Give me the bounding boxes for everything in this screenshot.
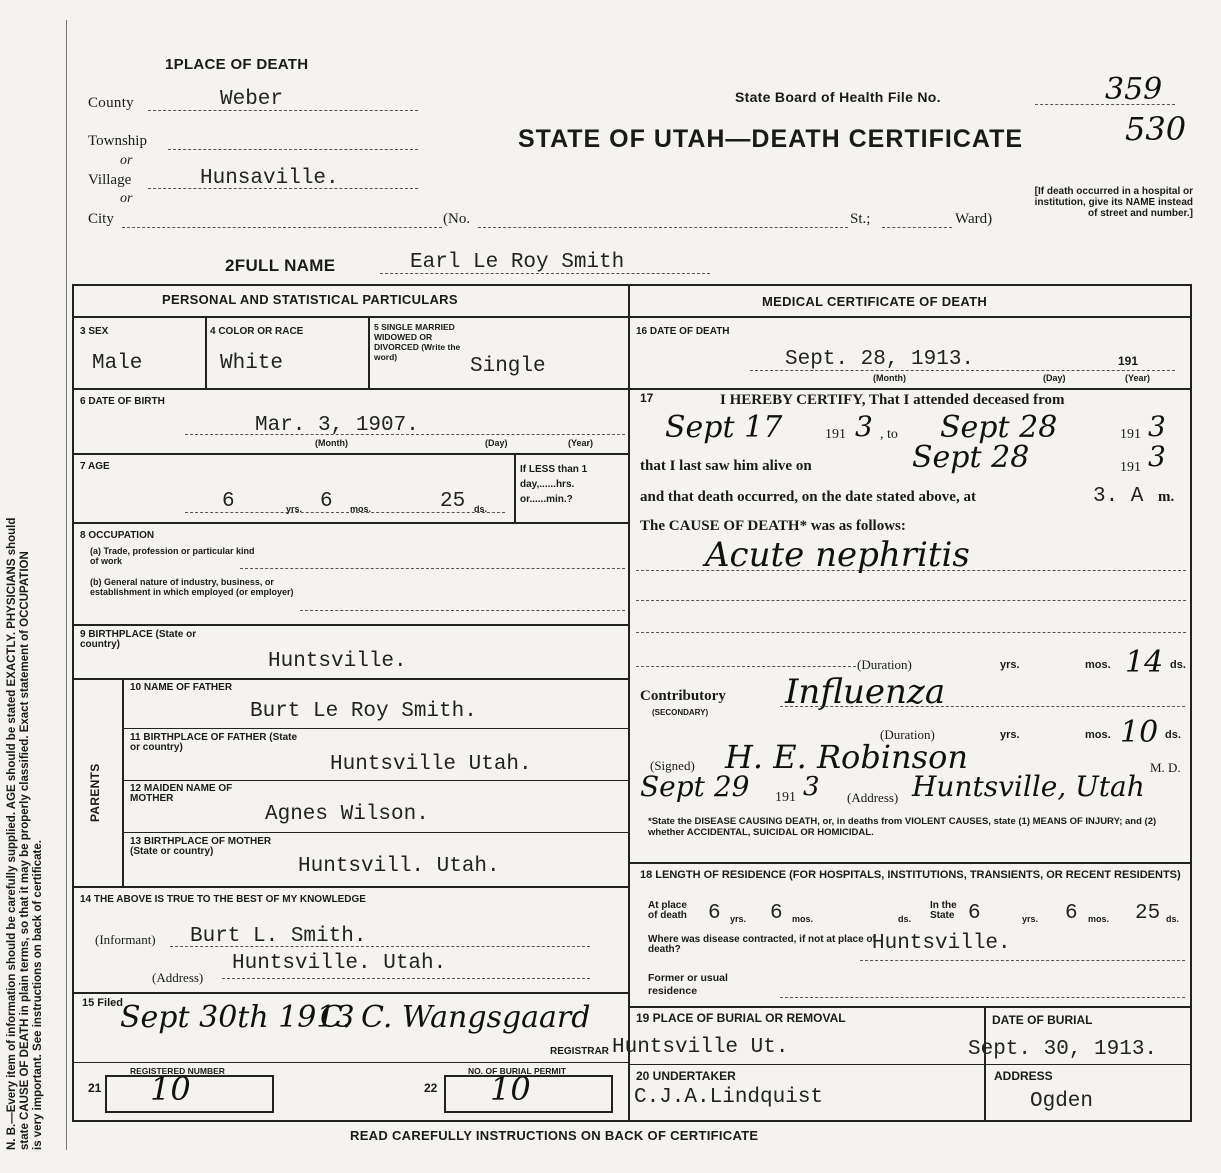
township-label: Township — [88, 133, 147, 149]
at-place-label: At place of death — [648, 900, 687, 921]
race-value: White — [220, 352, 284, 375]
date-of-death-label: 16 DATE OF DEATH — [636, 326, 730, 337]
age-mos-unit: mos. — [350, 504, 372, 514]
age-days-unit: ds. — [474, 504, 488, 514]
duration-2-yrs-unit: yrs. — [1000, 729, 1020, 741]
md-label: M. D. — [1150, 760, 1181, 775]
full-name-label: 2FULL NAME — [225, 256, 336, 275]
contributory-value: Influenza — [785, 672, 946, 712]
registered-number-label: REGISTERED NUMBER — [130, 1066, 225, 1076]
hospital-note: [If death occurred in a hospital or institution, give its NAME instead of street and number.] — [1034, 186, 1193, 219]
sidebar-note — [0, 0, 64, 1173]
at-place-yrs-unit: yrs. — [730, 914, 747, 924]
informant-label: (Informant) — [95, 932, 156, 947]
birthplace-value: Huntsville. — [268, 650, 407, 673]
in-state-yrs-unit: yrs. — [1022, 914, 1039, 924]
footer-instructions: READ CAREFULLY INSTRUCTIONS ON BACK OF CERTIFICATE — [350, 1128, 759, 1143]
burial-permit-prefix: 22 — [424, 1081, 438, 1095]
medical-heading: MEDICAL CERTIFICATE OF DEATH — [762, 294, 988, 309]
age-yrs: 6 — [222, 490, 235, 513]
occupation-label: 8 OCCUPATION — [80, 530, 155, 541]
attended-from: Sept 17 — [665, 410, 783, 445]
contracted-label: Where was disease contracted, if not at place of death? — [648, 934, 876, 955]
duration-2-value: 10 — [1120, 715, 1159, 750]
village-label: Village — [88, 172, 132, 188]
contracted-value: Huntsville. — [872, 932, 1011, 955]
duration-1-value: 14 — [1125, 645, 1164, 680]
certificate-number: 530 — [1125, 110, 1187, 148]
place-of-death-heading: 1PLACE OF DEATH — [165, 56, 309, 73]
age-mos: 6 — [320, 490, 333, 513]
duration-2-mos-unit: mos. — [1085, 729, 1111, 741]
residence-label: 18 LENGTH OF RESIDENCE (FOR HOSPITALS, INSTITUTIONS, TRANSIENTS, OR RECENT RESIDENTS) — [640, 869, 1181, 881]
in-state-label: In the State — [930, 900, 957, 921]
signed-value: H. E. Robinson — [725, 738, 968, 776]
filed-label: 15 Filed — [82, 997, 123, 1009]
dob-year: (Year) — [568, 438, 594, 448]
or-1: or — [120, 153, 133, 168]
signed-date: Sept 29 — [640, 770, 750, 803]
to-label: , to — [880, 427, 898, 442]
sidebar-line-2: state CAUSE OF DEATH in plain terms, so that it may be properly classified. Exact statement of OCCUPATION — [19, 551, 31, 1150]
registrar-label: REGISTRAR — [550, 1046, 609, 1057]
no-label: (No. — [443, 211, 471, 227]
personal-heading: PERSONAL AND STATISTICAL PARTICULARS — [162, 292, 458, 307]
time-value: 3. A — [1093, 485, 1144, 508]
file-no-value: 359 — [1105, 72, 1163, 107]
footnote: *State the DISEASE CAUSING DEATH, or, in deaths from VIOLENT CAUSES, state (1) MEANS OF INJURY; and (2) whether ACCIDENTAL, SUICIDAL OR HOMICIDAL. — [648, 816, 1157, 838]
mother-value: Agnes Wilson. — [265, 803, 429, 826]
registered-number-prefix: 21 — [88, 1081, 102, 1095]
duration-1-mos-unit: mos. — [1085, 659, 1111, 671]
in-state-yrs: 6 — [968, 902, 981, 925]
birthplace-label: 9 BIRTHPLACE (State or country) — [80, 629, 197, 650]
sidebar-line-1: N. B.—Every item of information should be carefully supplied. AGE should be stated EXACTLY. PHYSICIANS should — [6, 517, 18, 1150]
full-name-value: Earl Le Roy Smith — [410, 251, 625, 274]
sidebar-line-3: is very important. See instructions on back of certificate. — [32, 840, 44, 1150]
registrar-signature: C. C. Wangsgaard — [320, 1000, 591, 1035]
undertaker-value: C.J.A.Lindquist — [634, 1086, 824, 1109]
m-label: m. — [1158, 489, 1175, 505]
contributory-label: Contributory — [640, 688, 726, 704]
certify-text: I HEREBY CERTIFY, That I attended deceased from — [720, 392, 1065, 408]
attended-to: Sept 28 — [940, 410, 1058, 445]
duration-2-label: (Duration) — [880, 727, 935, 742]
signed-label: (Signed) — [650, 758, 695, 773]
undertaker-address-value: Ogden — [1030, 1090, 1094, 1113]
undertaker-label: 20 UNDERTAKER — [636, 1069, 736, 1083]
dob-label: 6 DATE OF BIRTH — [80, 396, 165, 407]
date-of-death-value: Sept. 28, 1913. — [785, 348, 975, 371]
dob-day: (Day) — [485, 438, 508, 448]
age-label: 7 AGE — [80, 461, 110, 472]
secondary-label: (SECONDARY) — [652, 708, 709, 717]
attended-to-year-digit: 3 — [1148, 410, 1166, 443]
less-than-note: If LESS than 1 day,......hrs. or......min.? — [520, 464, 588, 505]
last-saw-value: Sept 28 — [912, 440, 1030, 475]
informant-value: Burt L. Smith. — [190, 925, 367, 948]
date-of-death-year: (Year) — [1125, 373, 1151, 383]
address-label: (Address) — [152, 970, 204, 985]
ward-label: Ward) — [955, 211, 993, 227]
certify-number: 17 — [640, 391, 654, 405]
burial-place-value: Huntsville Ut. — [612, 1036, 789, 1059]
in-state-mos-unit: mos. — [1088, 914, 1110, 924]
parents-label: PARENTS — [88, 763, 102, 822]
county-label: County — [88, 95, 134, 111]
duration-1-yrs-unit: yrs. — [1000, 659, 1020, 671]
dob-value: Mar. 3, 1907. — [255, 414, 419, 437]
occurred-text: and that death occurred, on the date stated above, at — [640, 489, 976, 505]
cause-value: Acute nephritis — [705, 535, 970, 575]
father-value: Burt Le Roy Smith. — [250, 700, 477, 723]
father-birthplace-label: 11 BIRTHPLACE OF FATHER (State or country) — [130, 732, 298, 753]
in-state-mos: 6 — [1065, 902, 1078, 925]
occupation-a: (a) Trade, profession or particular kind of work — [90, 546, 255, 566]
undertaker-address-label: ADDRESS — [994, 1069, 1053, 1083]
father-birthplace-value: Huntsville Utah. — [330, 753, 532, 776]
duration-1-ds-unit: ds. — [1170, 659, 1186, 671]
attended-from-year-digit: 3 — [855, 410, 873, 443]
marital-value: Single — [470, 355, 546, 378]
last-saw-label: that I last saw him alive on — [640, 458, 812, 474]
duration-2-ds-unit: ds. — [1165, 729, 1181, 741]
burial-permit-value: 10 — [490, 1070, 531, 1108]
at-place-mos: 6 — [770, 902, 783, 925]
knowledge-label: 14 THE ABOVE IS TRUE TO THE BEST OF MY KNOWLEDGE — [80, 894, 366, 905]
date-of-death-191: 191 — [1118, 354, 1139, 368]
signed-date-year-digit: 3 — [803, 772, 820, 802]
mother-birthplace-label: 13 BIRTHPLACE OF MOTHER (State or country) — [130, 836, 272, 857]
date-of-death-day: (Day) — [1043, 373, 1066, 383]
burial-place-label: 19 PLACE OF BURIAL OR REMOVAL — [636, 1011, 846, 1025]
signed-address-value: Huntsville, Utah — [912, 770, 1145, 803]
duration-1-label: (Duration) — [857, 657, 912, 672]
marital-label: 5 SINGLE MARRIED WIDOWED OR DIVORCED (Write the word) — [374, 322, 461, 362]
village-value: Hunsaville. — [200, 167, 339, 190]
st-label: St.; — [850, 211, 871, 227]
sex-label: 3 SEX — [80, 326, 109, 337]
mother-label: 12 MAIDEN NAME OF MOTHER — [130, 783, 233, 804]
file-no-label: State Board of Health File No. — [735, 89, 941, 105]
mother-birthplace-value: Huntsvill. Utah. — [298, 855, 500, 878]
in-state-ds-unit: ds. — [1166, 914, 1180, 924]
filed-value: Sept 30th 1913 — [120, 1000, 355, 1035]
attended-to-year: 191 — [1120, 427, 1141, 442]
last-saw-year: 191 — [1120, 460, 1141, 475]
certificate-title: STATE OF UTAH—DEATH CERTIFICATE — [518, 125, 1024, 153]
attended-from-year: 191 — [825, 427, 846, 442]
former-residence-label: Former or usual residence — [648, 972, 728, 997]
sex-value: Male — [92, 352, 143, 375]
city-label: City — [88, 211, 114, 227]
burial-date-label: DATE OF BURIAL — [992, 1013, 1093, 1027]
burial-date-value: Sept. 30, 1913. — [968, 1038, 1158, 1061]
age-days: 25 — [440, 490, 466, 513]
county-value: Weber — [220, 88, 284, 111]
signed-date-year: 191 — [775, 790, 796, 805]
burial-permit-label: NO. OF BURIAL PERMIT — [468, 1066, 567, 1076]
or-2: or — [120, 191, 133, 206]
registered-number-value: 10 — [150, 1070, 191, 1108]
father-label: 10 NAME OF FATHER — [130, 682, 233, 693]
race-label: 4 COLOR OR RACE — [210, 326, 304, 337]
dob-month: (Month) — [315, 438, 348, 448]
at-place-mos-unit: mos. — [792, 914, 814, 924]
last-saw-year-digit: 3 — [1148, 440, 1166, 473]
in-state-ds: 25 — [1135, 902, 1161, 925]
date-of-death-month: (Month) — [873, 373, 906, 383]
address-value: Huntsville. Utah. — [232, 952, 447, 975]
cause-label: The CAUSE OF DEATH* was as follows: — [640, 518, 906, 534]
at-place-yrs: 6 — [708, 902, 721, 925]
signed-address-label: (Address) — [847, 790, 899, 805]
at-place-ds-unit: ds. — [898, 914, 912, 924]
occupation-b: (b) General nature of industry, business, or establishment in which employed (or employer) — [90, 577, 294, 597]
age-yrs-unit: yrs. — [286, 504, 303, 514]
